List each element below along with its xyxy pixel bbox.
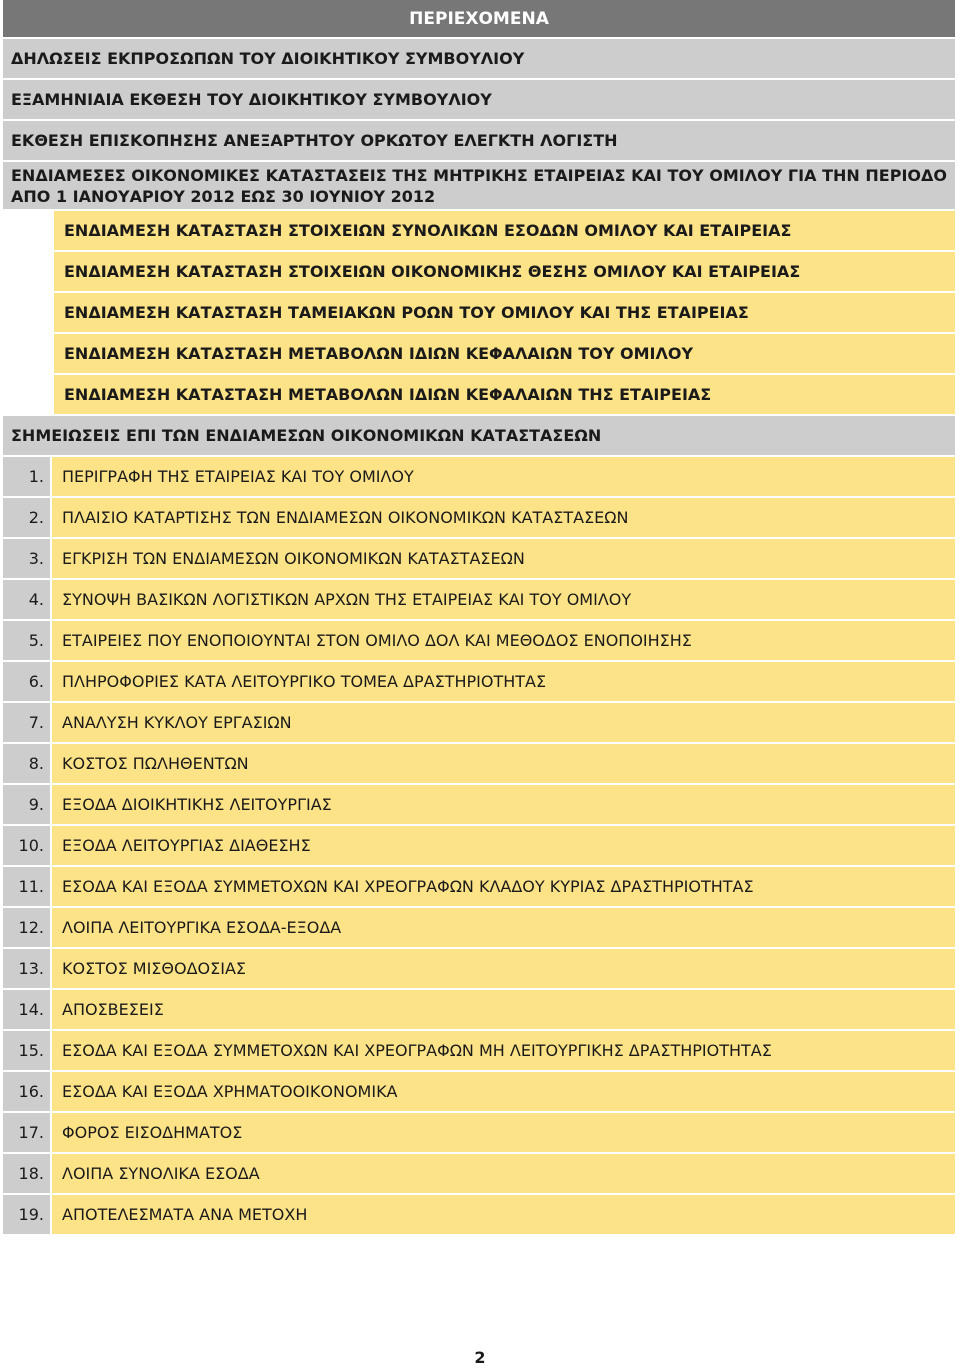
toc-section-row[interactable] [3,80,955,121]
note-number: 7. [3,703,52,742]
toc-statement-label: ΕΝΔΙΑΜΕΣΗ ΚΑΤΑΣΤΑΣΗ ΤΑΜΕΙΑΚΩΝ ΡΟΩΝ ΤΟΥ ΟΜΙΛΟΥ ΚΑΙ ΤΗΣ ΕΤΑΙΡΕΙΑΣ [54,293,955,332]
toc-note-row[interactable] [3,703,955,744]
note-number: 2. [3,498,52,537]
toc-statement-row[interactable] [3,211,955,252]
note-label: ΑΠΟΤΕΛΕΣΜΑΤΑ ΑΝΑ ΜΕΤΟΧΗ [52,1195,955,1234]
toc-section-row[interactable] [3,39,955,80]
note-number: 11. [3,867,52,906]
note-label: ΕΣΟΔΑ ΚΑΙ ΕΞΟΔΑ ΣΥΜΜΕΤΟΧΩΝ ΚΑΙ ΧΡΕΟΓΡΑΦΩΝ ΜΗ ΛΕΙΤΟΥΡΓΙΚΗΣ ΔΡΑΣΤΗΡΙΟΤΗΤΑΣ [52,1031,955,1070]
notes-list [3,457,955,1236]
toc-note-row[interactable] [3,1031,955,1072]
note-number: 18. [3,1154,52,1193]
note-label: ΑΠΟΣΒΕΣΕΙΣ [52,990,955,1029]
toc-notes-header-row[interactable] [3,416,955,457]
toc-section-label: ΕΞΑΜΗΝΙΑΙΑ ΕΚΘΕΣΗ ΤΟΥ ΔΙΟΙΚΗΤΙΚΟΥ ΣΥΜΒΟΥΛΙΟΥ [11,90,492,109]
note-number: 4. [3,580,52,619]
page-title: ΠΕΡΙΕΧΟΜΕΝΑ [3,0,955,39]
toc-statement-label: ΕΝΔΙΑΜΕΣΗ ΚΑΤΑΣΤΑΣΗ ΣΤΟΙΧΕΙΩΝ ΟΙΚΟΝΟΜΙΚΗΣ ΘΕΣΗΣ ΟΜΙΛΟΥ ΚΑΙ ΕΤΑΙΡΕΙΑΣ [54,252,955,291]
note-label: ΛΟΙΠΑ ΛΕΙΤΟΥΡΓΙΚΑ ΕΣΟΔΑ-ΕΞΟΔΑ [52,908,955,947]
note-label: ΠΛΑΙΣΙΟ ΚΑΤΑΡΤΙΣΗΣ ΤΩΝ ΕΝΔΙΑΜΕΣΩΝ ΟΙΚΟΝΟΜΙΚΩΝ ΚΑΤΑΣΤΑΣΕΩΝ [52,498,955,537]
note-number: 14. [3,990,52,1029]
toc-statement-row[interactable] [3,252,955,293]
toc-section-label: ΕΝΔΙΑΜΕΣΕΣ ΟΙΚΟΝΟΜΙΚΕΣ ΚΑΤΑΣΤΑΣΕΙΣ ΤΗΣ ΜΗΤΡΙΚΗΣ ΕΤΑΙΡΕΙΑΣ ΚΑΙ ΤΟΥ ΟΜΙΛΟΥ ΓΙΑ ΤΗΝ ΠΕΡΙΟΔΟ ΑΠΟ 1 ΙΑΝΟΥΑΡΙΟΥ 2012 ΕΩΣ 30 ΙΟΥΝΙΟΥ 2012 [11,165,947,206]
note-label: ΚΟΣΤΟΣ ΠΩΛΗΘΕΝΤΩΝ [52,744,955,783]
note-number: 19. [3,1195,52,1234]
indent-spacer [3,334,54,373]
toc-section-label: ΔΗΛΩΣΕΙΣ ΕΚΠΡΟΣΩΠΩΝ ΤΟΥ ΔΙΟΙΚΗΤΙΚΟΥ ΣΥΜΒΟΥΛΙΟΥ [11,49,525,68]
note-number: 13. [3,949,52,988]
toc-note-row[interactable] [3,498,955,539]
toc-statement-label: ΕΝΔΙΑΜΕΣΗ ΚΑΤΑΣΤΑΣΗ ΣΤΟΙΧΕΙΩΝ ΣΥΝΟΛΙΚΩΝ ΕΣΟΔΩΝ ΟΜΙΛΟΥ ΚΑΙ ΕΤΑΙΡΕΙΑΣ [54,211,955,250]
note-number: 10. [3,826,52,865]
toc-statement-row[interactable] [3,293,955,334]
note-label: ΕΓΚΡΙΣΗ ΤΩΝ ΕΝΔΙΑΜΕΣΩΝ ΟΙΚΟΝΟΜΙΚΩΝ ΚΑΤΑΣΤΑΣΕΩΝ [52,539,955,578]
toc-notes-header-label: ΣΗΜΕΙΩΣΕΙΣ ΕΠΙ ΤΩΝ ΕΝΔΙΑΜΕΣΩΝ ΟΙΚΟΝΟΜΙΚΩΝ ΚΑΤΑΣΤΑΣΕΩΝ [11,426,602,445]
note-label: ΕΞΟΔΑ ΔΙΟΙΚΗΤΙΚΗΣ ΛΕΙΤΟΥΡΓΙΑΣ [52,785,955,824]
toc-note-row[interactable] [3,990,955,1031]
note-number: 3. [3,539,52,578]
toc-note-row[interactable] [3,908,955,949]
toc-statement-row[interactable] [3,375,955,416]
toc-note-row[interactable] [3,457,955,498]
indent-spacer [3,293,54,332]
note-label: ΕΤΑΙΡΕΙΕΣ ΠΟΥ ΕΝΟΠΟΙΟΥΝΤΑΙ ΣΤΟΝ ΟΜΙΛΟ ΔΟΛ ΚΑΙ ΜΕΘΟΔΟΣ ΕΝΟΠΟΙΗΣΗΣ [52,621,955,660]
table-of-contents [3,0,955,1236]
note-number: 1. [3,457,52,496]
toc-statement-row[interactable] [3,334,955,375]
toc-note-row[interactable] [3,867,955,908]
toc-statement-label: ΕΝΔΙΑΜΕΣΗ ΚΑΤΑΣΤΑΣΗ ΜΕΤΑΒΟΛΩΝ ΙΔΙΩΝ ΚΕΦΑΛΑΙΩΝ ΤΟΥ ΟΜΙΛΟΥ [54,334,955,373]
note-label: ΑΝΑΛΥΣΗ ΚΥΚΛΟΥ ΕΡΓΑΣΙΩΝ [52,703,955,742]
note-number: 15. [3,1031,52,1070]
indent-spacer [3,375,54,414]
toc-section-row[interactable] [3,121,955,162]
toc-section-label: ΕΚΘΕΣΗ ΕΠΙΣΚΟΠΗΣΗΣ ΑΝΕΞΑΡΤΗΤΟΥ ΟΡΚΩΤΟΥ ΕΛΕΓΚΤΗ ΛΟΓΙΣΤΗ [11,131,618,150]
note-label: ΛΟΙΠΑ ΣΥΝΟΛΙΚΑ ΕΣΟΔΑ [52,1154,955,1193]
note-number: 5. [3,621,52,660]
note-number: 9. [3,785,52,824]
note-label: ΠΕΡΙΓΡΑΦΗ ΤΗΣ ΕΤΑΙΡΕΙΑΣ ΚΑΙ ΤΟΥ ΟΜΙΛΟΥ [52,457,955,496]
note-label: ΕΣΟΔΑ ΚΑΙ ΕΞΟΔΑ ΣΥΜΜΕΤΟΧΩΝ ΚΑΙ ΧΡΕΟΓΡΑΦΩΝ ΚΛΑΔΟΥ ΚΥΡΙΑΣ ΔΡΑΣΤΗΡΙΟΤΗΤΑΣ [52,867,955,906]
toc-note-row[interactable] [3,826,955,867]
note-number: 6. [3,662,52,701]
page-number: 2 [474,1348,486,1367]
toc-note-row[interactable] [3,539,955,580]
toc-note-row[interactable] [3,580,955,621]
toc-note-row[interactable] [3,785,955,826]
toc-note-row[interactable] [3,621,955,662]
note-label: ΕΞΟΔΑ ΛΕΙΤΟΥΡΓΙΑΣ ΔΙΑΘΕΣΗΣ [52,826,955,865]
toc-note-row[interactable] [3,1154,955,1195]
indent-spacer [3,252,54,291]
note-number: 16. [3,1072,52,1111]
toc-note-row[interactable] [3,1072,955,1113]
toc-note-row[interactable] [3,1113,955,1154]
toc-note-row[interactable] [3,662,955,703]
toc-statement-label: ΕΝΔΙΑΜΕΣΗ ΚΑΤΑΣΤΑΣΗ ΜΕΤΑΒΟΛΩΝ ΙΔΙΩΝ ΚΕΦΑΛΑΙΩΝ ΤΗΣ ΕΤΑΙΡΕΙΑΣ [54,375,955,414]
indent-spacer [3,211,54,250]
toc-note-row[interactable] [3,949,955,990]
toc-note-row[interactable] [3,744,955,785]
note-label: ΕΣΟΔΑ ΚΑΙ ΕΞΟΔΑ ΧΡΗΜΑΤΟΟΙΚΟΝΟΜΙΚΑ [52,1072,955,1111]
note-number: 12. [3,908,52,947]
note-label: ΠΛΗΡΟΦΟΡΙΕΣ ΚΑΤΑ ΛΕΙΤΟΥΡΓΙΚΟ ΤΟΜΕΑ ΔΡΑΣΤΗΡΙΟΤΗΤΑΣ [52,662,955,701]
note-label: ΚΟΣΤΟΣ ΜΙΣΘΟΔΟΣΙΑΣ [52,949,955,988]
note-label: ΣΥΝΟΨΗ ΒΑΣΙΚΩΝ ΛΟΓΙΣΤΙΚΩΝ ΑΡΧΩΝ ΤΗΣ ΕΤΑΙΡΕΙΑΣ ΚΑΙ ΤΟΥ ΟΜΙΛΟΥ [52,580,955,619]
note-number: 8. [3,744,52,783]
note-number: 17. [3,1113,52,1152]
note-label: ΦΟΡΟΣ ΕΙΣΟΔΗΜΑΤΟΣ [52,1113,955,1152]
toc-note-row[interactable] [3,1195,955,1236]
toc-section-row[interactable] [3,162,955,211]
